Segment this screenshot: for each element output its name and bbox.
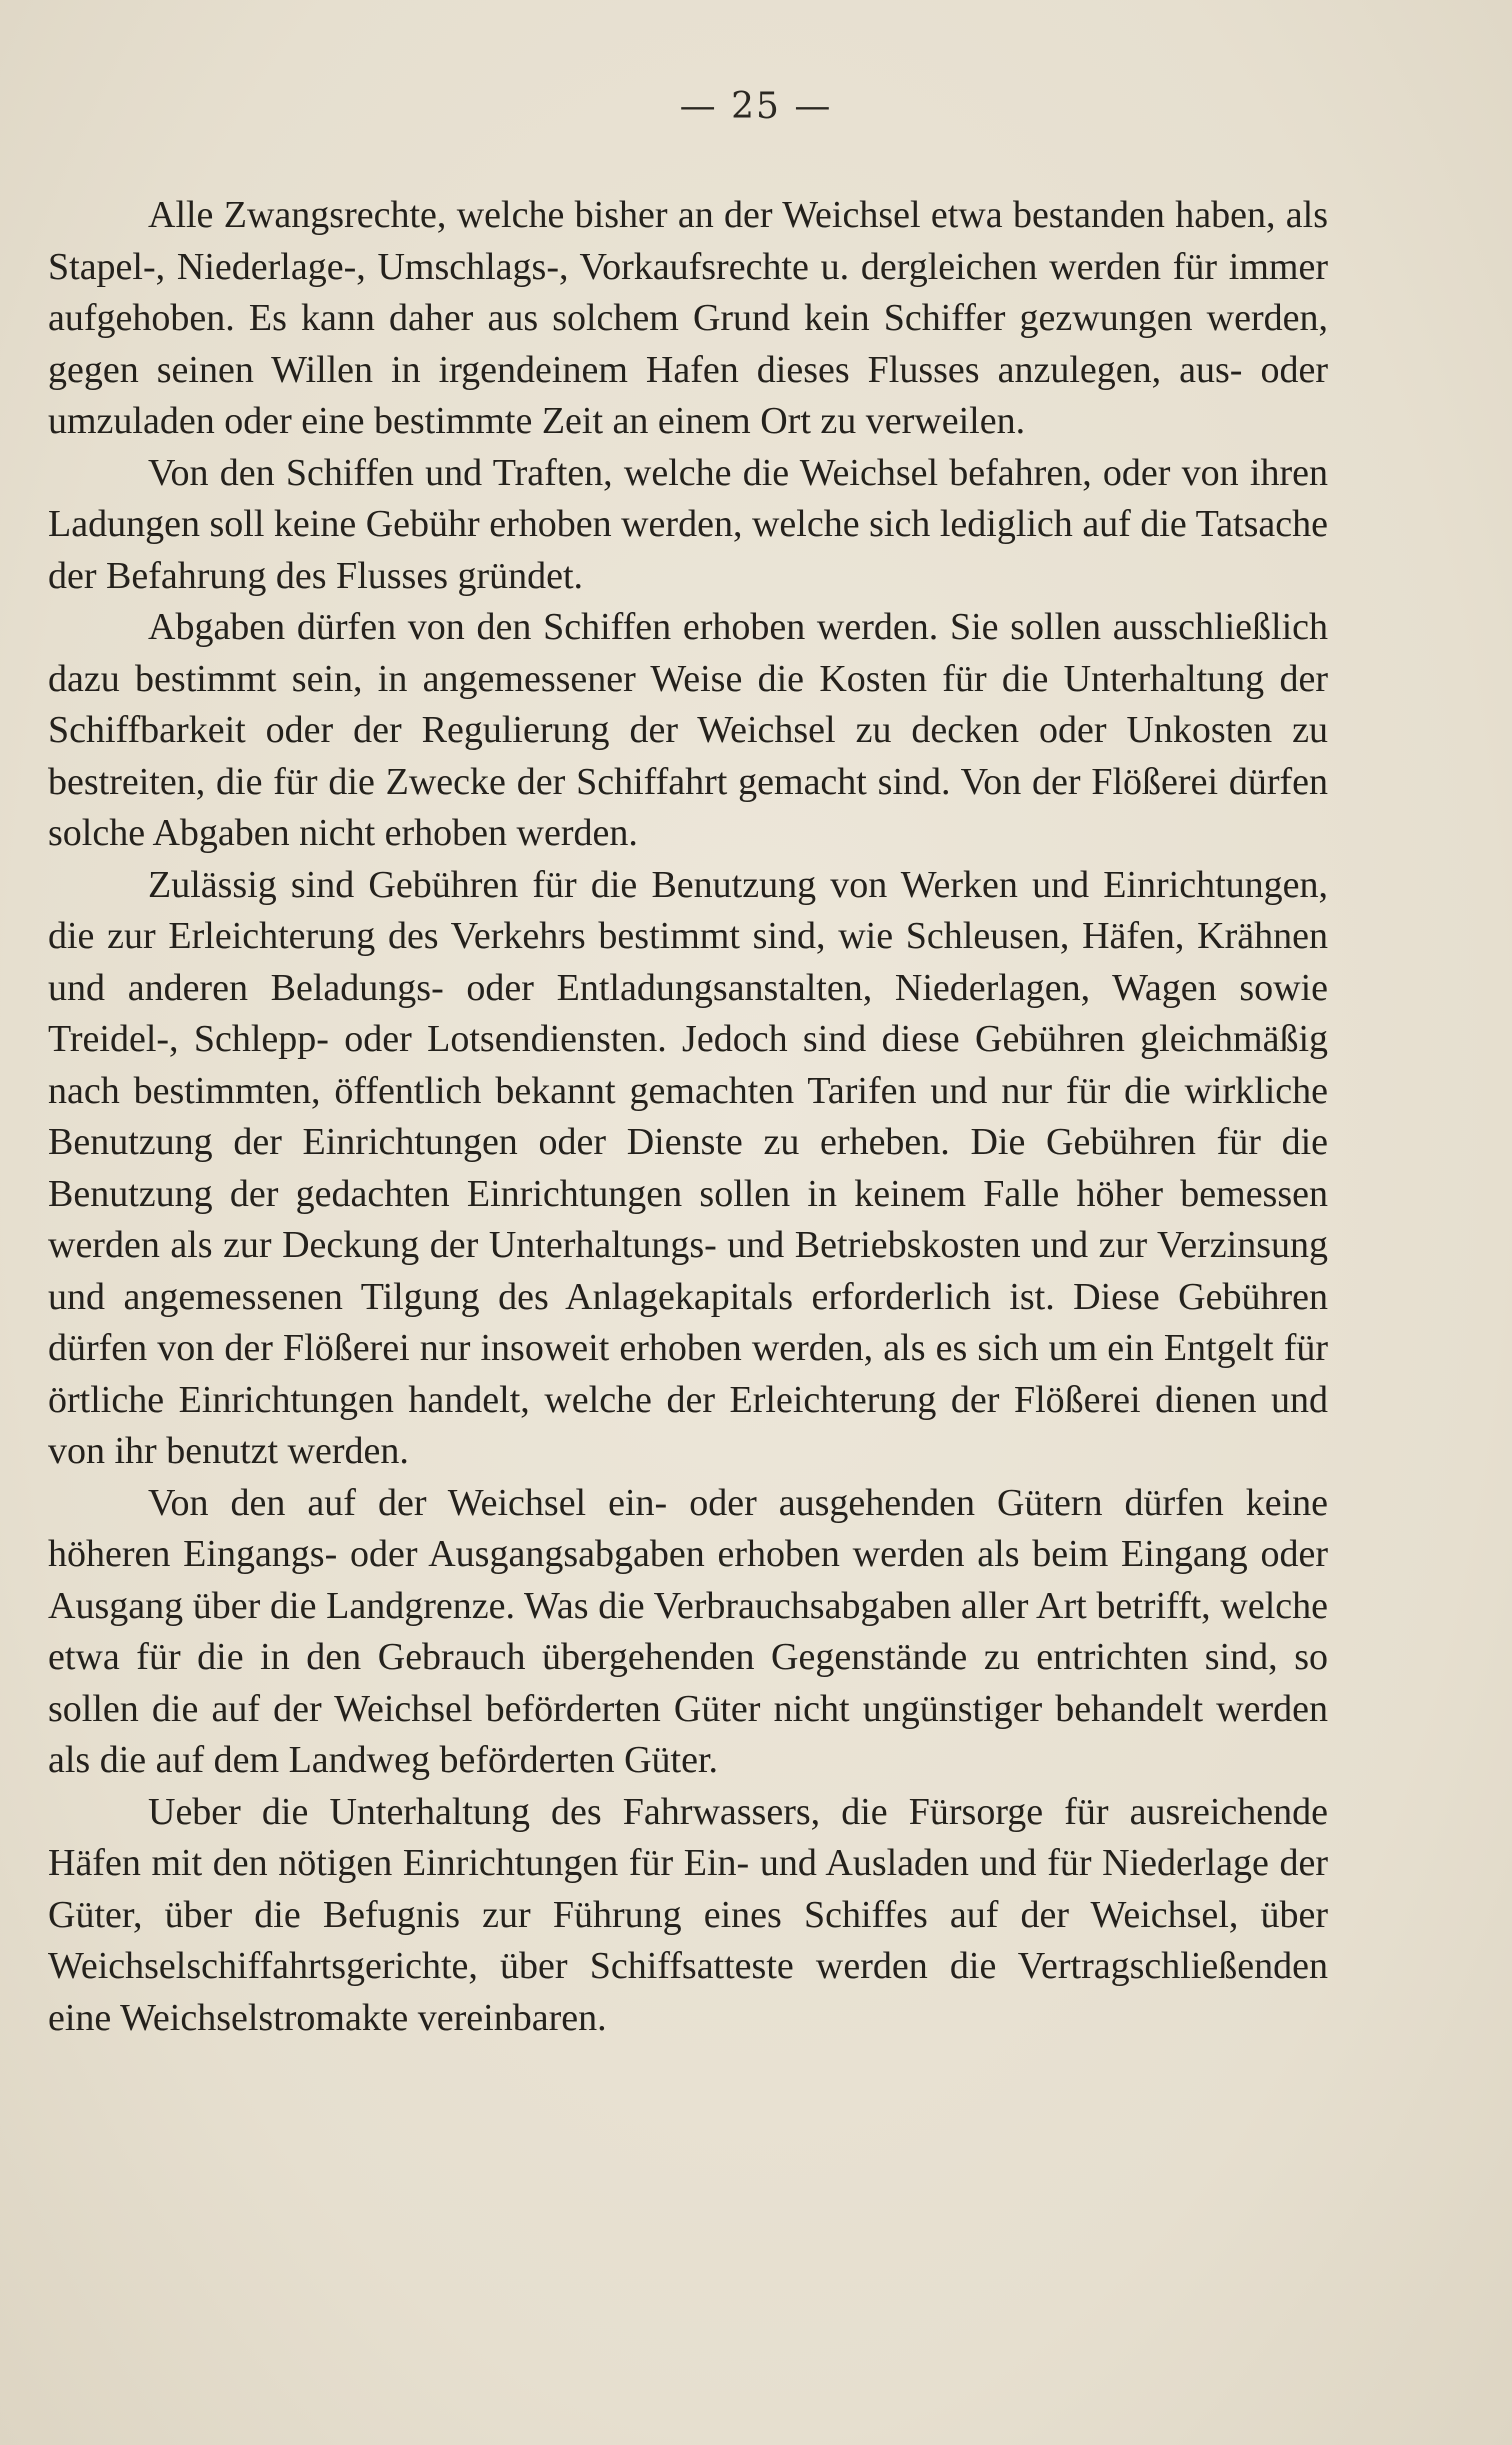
paragraph-6: Ueber die Unterhaltung des Fahrwassers, die Fürsorge für ausreichende Häfen mit den nötigen Einrichtungen für Ein- und Ausladen und für Niederlage der Güter, über die Befugnis zur Führung eines Schiffes auf der Weichsel, über Weichselschiffahrtsgerichte, über Schiffsatteste werden die Vertragschließenden eine Weichselstromakte vereinbaren. [48, 1790, 1328, 2039]
paragraph-5: Von den auf der Weichsel ein- oder ausgehenden Gütern dürfen keine höheren Eingangs- oder Ausgangsabgaben erhoben werden als beim Eingang oder Ausgang über die Landgrenze. Was die Verbrauchsabgaben aller Art betrifft, welche etwa für die in den Gebrauch übergehenden Gegenstände zu entrichten sind, so sollen die auf der Weichsel beförderten Güter nicht ungünstiger behandelt werden als die auf dem Landweg beförderten Güter. [48, 1481, 1328, 1781]
page-number: — 25 — [679, 86, 833, 127]
paragraph-3: Abgaben dürfen von den Schiffen erhoben werden. Sie sollen ausschließlich dazu bestimmt sein, in angemessener Weise die Kosten für die Unterhaltung der Schiffbarkeit oder der Regulierung der Weichsel zu decken oder Unkosten zu bestreiten, die für die Zwecke der Schiffahrt gemacht sind. Von der Flößerei dürfen solche Abgaben nicht erhoben werden. [48, 606, 1328, 854]
paragraph-1: Alle Zwangsrechte, welche bisher an der Weichsel etwa bestanden haben, als Stapel-, Niederlage-, Umschlags-, Vorkaufsrechte u. dergleichen werden für immer aufgehoben. Es kann daher aus solchem Grund kein Schiffer gezwungen werden, gegen seinen Willen in irgendeinem Hafen dieses Flusses anzulegen, aus- oder umzuladen oder eine bestimmte Zeit an einem Ort zu verweilen. [48, 194, 1328, 442]
paragraph-4: Zulässig sind Gebühren für die Benutzung von Werken und Einrichtungen, die zur Erleichterung des Verkehrs bestimmt sind, wie Schleusen, Häfen, Krähnen und anderen Beladungs- oder Entladungsanstalten, Niederlagen, Wagen sowie Treidel-, Schlepp- oder Lotsendiensten. Jedoch sind diese Gebühren gleichmäßig nach bestimmten, öffentlich bekannt gemachten Tarifen und nur für die wirkliche Benutzung der Einrichtungen oder Dienste zu erheben. Die Gebühren für die Benutzung der gedachten Einrichtungen sollen in keinem Falle höher bemessen werden als zur Deckung der Unterhaltungs- und Betriebskosten und zur Verzinsung und angemessenen Tilgung des Anlagekapitals erforderlich ist. Diese Gebühren dürfen von der Flößerei nur insoweit erhoben werden, als es sich um ein Entgelt für örtliche Einrichtungen handelt, welche der Erleichterung der Flößerei dienen und von ihr benutzt werden. [48, 863, 1328, 1472]
paragraph-2: Von den Schiffen und Traften, welche die Weichsel befahren, oder von ihren Ladungen soll keine Gebühr erhoben werden, welche sich lediglich auf die Tatsache der Befahrung des Flusses gründet. [48, 451, 1328, 597]
body-text [48, 190, 1328, 2044]
